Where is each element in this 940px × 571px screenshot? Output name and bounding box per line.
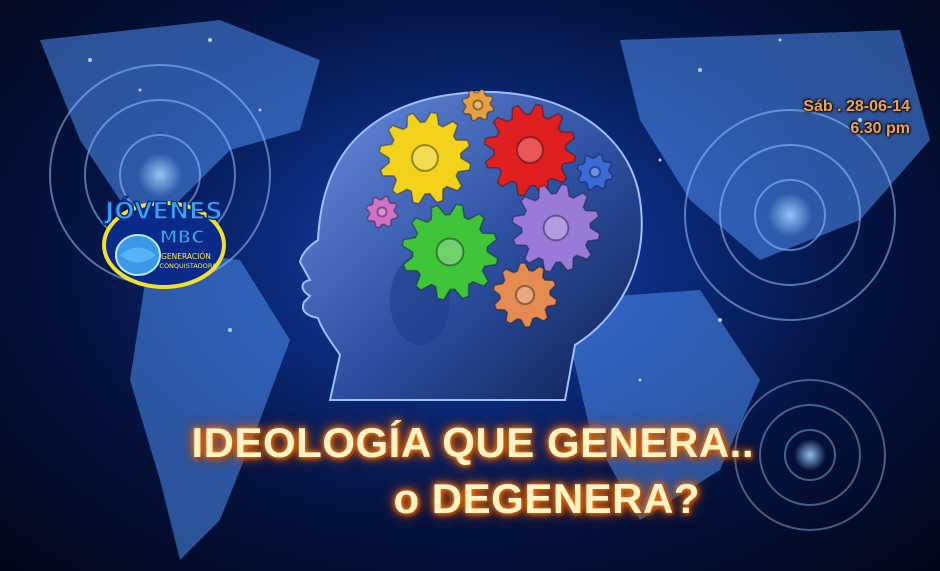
jovenes-mbc-logo [98, 185, 230, 295]
yellow-gear [379, 112, 470, 203]
green-gear [402, 204, 497, 299]
svg-text:MBC: MBC [159, 227, 205, 248]
event-datetime [803, 96, 910, 140]
purple-gear [512, 184, 599, 271]
red-gear [484, 104, 575, 195]
title-line-2: o DEGENERA? [393, 475, 700, 522]
event-time: 6.30 pm [850, 120, 910, 137]
svg-text:JÓVENES: JÓVENES [105, 197, 223, 225]
title-line-1: IDEOLOGÍA QUE GENERA.. [191, 419, 754, 466]
svg-text:CONQUISTADORA: CONQUISTADORA [159, 262, 217, 270]
svg-text:GENERACIÓN: GENERACIÓN [161, 252, 211, 261]
event-date: Sáb . 28-06-14 [803, 98, 910, 115]
